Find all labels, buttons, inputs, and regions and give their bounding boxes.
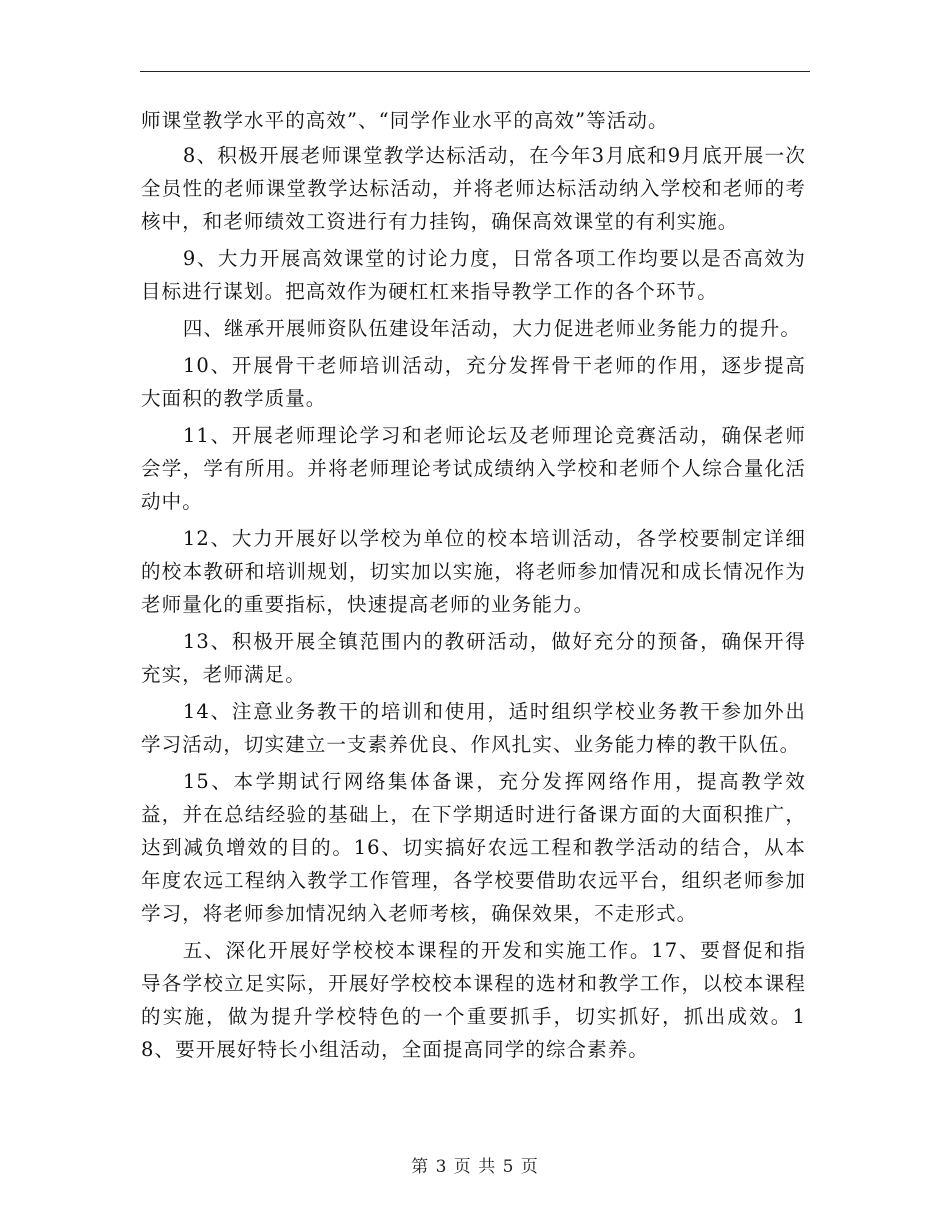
- section-heading-5: 五、深化开展好学校校本课程的开发和实施工作。17、要督促和指导各学校立足实际，开展好学校校本课程的选材和教学工作，以校本课程的实施，做为提升学校特色的一个重要抓手，切实抓好，抓出成效。18、要开展好特长小组活动，全面提高同学的综合素养。: [141, 939, 806, 1061]
- page-number-footer: 第 3 页 共 5 页: [411, 1157, 539, 1177]
- section-heading-4: 四、继承开展师资队伍建设年活动，大力促进老师业务能力的提升。: [182, 317, 801, 340]
- paragraph-item-11: 11、开展老师理论学习和老师论坛及老师理论竞赛活动，确保老师会学，学有所用。并将老师理论考试成绩纳入学校和老师个人综合量化活动中。: [141, 424, 806, 513]
- paragraph-item-13: 13、积极开展全镇范围内的教研活动，做好充分的预备，确保开得充实，老师满足。: [141, 630, 806, 686]
- document-body: [141, 104, 806, 1070]
- paragraph-item-9: 9、大力开展高效课堂的讨论力度，日常各项工作均要以是否高效为目标进行谋划。把高效作为硬杠杠来指导教学工作的各个环节。: [141, 247, 806, 303]
- paragraph-item-10: 10、开展骨干老师培训活动，充分发挥骨干老师的作用，逐步提高大面积的教学质量。: [141, 354, 806, 410]
- paragraph: 师课堂教学水平的高效”、“同学作业水平的高效”等活动。: [141, 109, 669, 132]
- paragraph-item-14: 14、注意业务教干的培训和使用，适时组织学校业务教干参加外出学习活动，切实建立一支素养优良、作风扎实、业务能力棒的教干队伍。: [141, 700, 806, 756]
- paragraph-item-12: 12、大力开展好以学校为单位的校本培训活动，各学校要制定详细的校本教研和培训规划，切实加以实施，将老师参加情况和成长情况作为老师量化的重要指标，快速提高老师的业务能力。: [141, 527, 806, 616]
- header-rule: [140, 71, 810, 72]
- paragraph-item-8: 8、积极开展老师课堂教学达标活动，在今年3月底和9月底开展一次全员性的老师课堂教学达标活动，并将老师达标活动纳入学校和老师的考核中，和老师绩效工资进行有力挂钩，确保高效课堂的有利实施。: [141, 144, 806, 233]
- paragraph-item-15-16: 15、本学期试行网络集体备课，充分发挥网络作用，提高教学效益，并在总结经验的基础上，在下学期适时进行备课方面的大面积推广，达到减负增效的目的。16、切实搞好农远工程和教学活动的结合，从本年度农远工程纳入教学工作管理，各学校要借助农远平台，组织老师参加学习，将老师参加情况纳入老师考核，确保效果，不走形式。: [141, 770, 806, 925]
